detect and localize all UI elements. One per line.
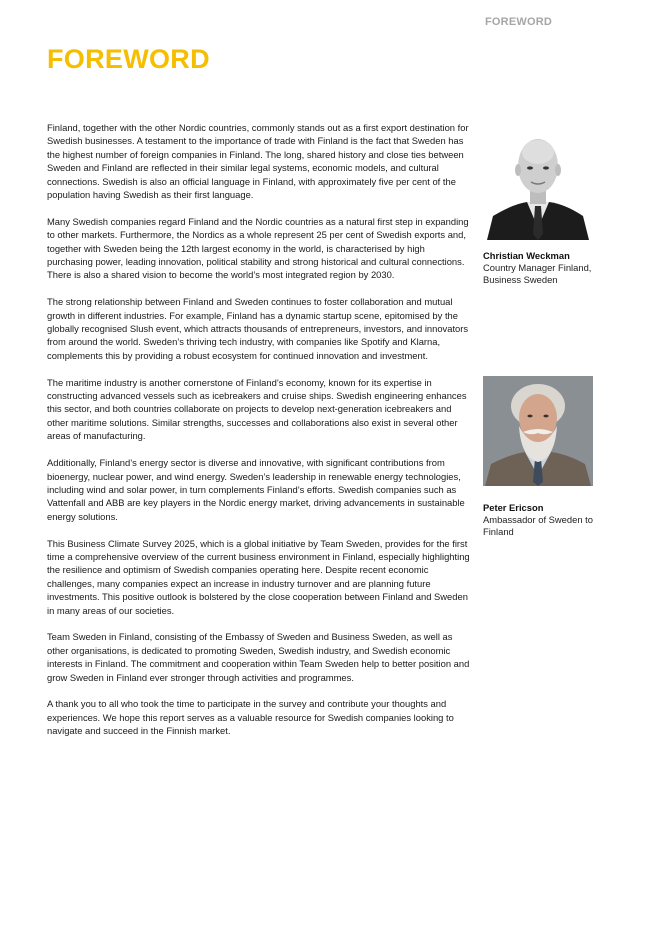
portrait-photo xyxy=(483,130,593,240)
paragraph: Additionally, Finland’s energy sector is diverse and innovative, with significant contributions from bioenergy, nuclear power, and wind energy. Sweden’s leadership in renewable energy technologies, including wind and solar power, in turn complements Finland’s efforts. Swedish companies such as Vattenfall and ABB are key players in the Nordic energy market, driving advancements in sustainable energy solutions. xyxy=(47,457,465,522)
running-header: FOREWORD xyxy=(485,16,552,28)
person-card-peter-ericson xyxy=(483,376,608,538)
page-title: FOREWORD xyxy=(47,44,210,74)
paragraph: The strong relationship between Finland and Sweden continues to foster collaboration and mutual growth in different industries. For example, Finland has a dynamic startup scene, epitomised by the globally recognised Slush event, which attracts thousands of entrepreneurs, investors, and innovators from around the world. Sweden’s thriving tech industry, with companies like Spotify and Klarna, complements this by providing a robust ecosystem for continued innovation and investment. xyxy=(47,296,469,361)
paragraph: The maritime industry is another cornerstone of Finland’s economy, known for its expertise in constructing advanced vessels such as icebreakers and cruise ships. Swedish engineering enhances this sector, and both countries collaborate on projects to develop next-generation icebreakers and other maritime solutions. Similar strengths, successes and collaborations also exist in several other areas of manufacturing. xyxy=(47,376,467,442)
portrait-photo xyxy=(483,376,593,486)
paragraph: This Business Climate Survey 2025, which is a global initiative by Team Sweden, provides for the first time a comprehensive overview of the current business environment in Finland, especially highlighting the resilience and optimism of Swedish companies operating here. Despite recent economic challenges, many companies expect an increase in industry turnover and are planning future investments. This positive outlook is bolstered by the close cooperation between Finland and Sweden in many areas of our societies. xyxy=(47,537,470,616)
person-role: Ambassador of Sweden to Finland xyxy=(483,514,593,537)
foreword-body xyxy=(47,121,471,751)
person-role: Country Manager Finland, Business Sweden xyxy=(483,262,592,285)
paragraph: Many Swedish companies regard Finland and the Nordic countries as a natural first step in expanding to other markets. Furthermore, the Nordics as a whole represent 25 per cent of Swedish exports and, together with Sweden being the 12th largest economy in the world, is characterised by high purchasing power, leading innovation, political stability and strong historical and cultural connections. There is also a shared vision to become the world’s most integrated region by 2030. xyxy=(47,215,469,281)
paragraph: Team Sweden in Finland, consisting of the Embassy of Sweden and Business Sweden, as well as other organisations, is dedicated to promoting Sweden, Swedish industry, and Swedish economic interests in Finland. The commitment and cooperation within Team Sweden help to better position and grow Sweden in Finland ever stronger through activities and programmes. xyxy=(47,631,470,683)
person-name: Peter Ericson xyxy=(483,502,544,513)
person-card-christian-weckman xyxy=(483,130,608,286)
paragraph: Finland, together with the other Nordic countries, commonly stands out as a first export destination for Swedish businesses. A testament to the importance of trade with Finland is the fact that Sweden has the highest number of foreign companies in Finland. The long, shared history and close ties between Sweden and Finland are reflected in their similar legal systems, economic models, and cultural connections. Swedish is also an official language in Finland, with approximately five per cent of the population having Swedish as their first language. xyxy=(47,122,469,201)
person-name: Christian Weckman xyxy=(483,250,570,261)
paragraph: A thank you to all who took the time to participate in the survey and contribute your thoughts and experiences. We hope this report serves as a valuable resource for Swedish companies looking to navigate and succeed in the Finnish market. xyxy=(47,698,454,737)
